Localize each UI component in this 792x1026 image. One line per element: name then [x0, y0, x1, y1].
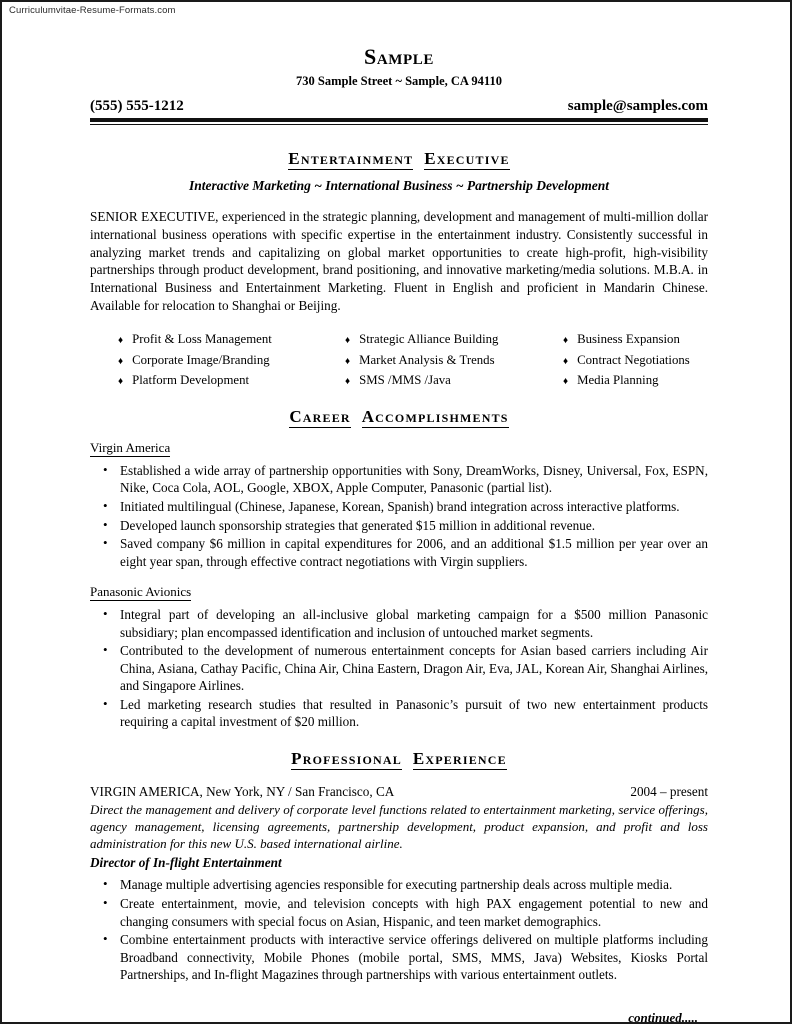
skill-item	[118, 371, 345, 389]
headline-word-1: Entertainment	[288, 149, 414, 169]
skill-item	[563, 371, 708, 389]
headline-tagline: Interactive Marketing ~ International Business ~ Partnership Development	[188, 178, 610, 194]
skill-label: Business Expansion	[577, 332, 680, 347]
skill-label: Media Planning	[577, 372, 659, 387]
email-address: sample@samples.com	[567, 98, 708, 115]
company-subheading: Panasonic Avionics	[90, 584, 192, 600]
experience-word-1: Professional	[291, 749, 402, 768]
experience-bullet-list	[90, 876, 708, 983]
skill-label: SMS /MMS /Java	[359, 372, 451, 387]
accomplishment-bullet-list	[90, 606, 708, 731]
skill-label: Strategic Alliance Building	[359, 332, 499, 347]
diamond-bullet-icon: ♦	[563, 355, 569, 367]
list-item: • Contributed to the development of numerous entertainment concepts for Asian based carriers including Air China, Asiana, Cathay Pacific, China Air, China Eastern, Dragon Air, Eva, JAL, Korean Air, Shanghai Airlines, and Singapore Airlines.	[90, 642, 708, 695]
section-heading-experience	[90, 749, 708, 769]
diamond-bullet-icon: ♦	[345, 355, 351, 367]
list-item: • Established a wide array of partnership opportunities with Sony, DreamWorks, Disney, Universal, Fox, ESPN, Nike, Coca Cola, AOL, Google, XBOX, Apple Computer, Panasonic (partial list).	[90, 462, 708, 497]
accomplishment-group	[90, 571, 708, 731]
skill-item	[345, 351, 563, 369]
diamond-bullet-icon: ♦	[345, 335, 351, 347]
list-item: • Initiated multilingual (Chinese, Japanese, Korean, Spanish) brand integration across interactive platforms.	[90, 498, 708, 516]
experience-header	[90, 784, 708, 800]
phone-number: (555) 555-1212	[90, 98, 184, 115]
skill-label: Contract Negotiations	[577, 352, 690, 367]
diamond-bullet-icon: ♦	[118, 335, 124, 347]
skill-item	[563, 351, 708, 369]
headline-title	[90, 149, 708, 169]
skill-item	[563, 330, 708, 348]
page-title: Sample	[364, 44, 434, 69]
address-line: 730 Sample Street ~ Sample, CA 94110	[296, 74, 502, 89]
list-item: • Manage multiple advertising agencies responsible for executing partnership deals across multiple media.	[90, 876, 708, 894]
contact-row	[90, 98, 708, 115]
experience-company: VIRGIN AMERICA, New York, NY / San Francisco, CA	[90, 784, 395, 799]
summary-paragraph: SENIOR EXECUTIVE, experienced in the strategic planning, development and management of multi-million dollar international business operations with specific expertise in the entertainment industry. Consistently successful in analyzing market trends and capitalizing on global market opportunities to create high-profit, high-visibility partnerships through product development, brand positioning, and innovative marketing/media solutions. M.B.A. in International Business and Entertainment Marketing. Fluent in English and proficient in Mandarin Chinese. Available for relocation to Shanghai or Beijing.	[90, 209, 708, 313]
resume-content	[90, 26, 708, 1026]
diamond-bullet-icon: ♦	[563, 335, 569, 347]
accomplishments-word-2: Accomplishments	[361, 406, 509, 426]
skill-label: Platform Development	[132, 372, 250, 387]
list-item: • Saved company $6 million in capital expenditures for 2006, and an additional $1.5 million per year over an eight year span, through effective contract negotiations with Virgin suppliers.	[90, 535, 708, 570]
experience-dates: 2004 – present	[630, 784, 708, 799]
skill-item	[345, 330, 563, 348]
list-item: • Developed launch sponsorship strategies that generated $15 million in additional revenue.	[90, 517, 708, 535]
skill-label: Corporate Image/Branding	[132, 352, 270, 367]
section-heading-accomplishments	[90, 407, 708, 427]
continued-note: continued.....	[628, 1009, 698, 1025]
experience-role-title: Director of In-flight Entertainment	[90, 855, 282, 871]
accomplishment-group	[90, 427, 708, 570]
experience-description: Direct the management and delivery of corporate level functions related to entertainment marketing, service offerings, agency management, licensing agreements, partnership development, product expansion, and profit and loss administration for this new U.S. based international airline.	[90, 802, 708, 852]
header-divider	[90, 118, 708, 125]
experience-word-2: Experience	[412, 749, 507, 768]
skill-item	[118, 351, 345, 369]
skill-item	[118, 330, 345, 348]
list-item: • Create entertainment, movie, and television concepts with high PAX engagement potential to new and changing consumers with special focus on Asian, Hispanic, and teen market demographics.	[90, 895, 708, 930]
company-subheading: Virgin America	[90, 439, 171, 455]
diamond-bullet-icon: ♦	[118, 355, 124, 367]
watermark-text: Curriculumvitae-Resume-Formats.com	[9, 5, 176, 16]
list-item: • Integral part of developing an all-inclusive global marketing campaign for a $500 million Panasonic subsidiary; plan encompassed identification and inclusion of untouched market segments.	[90, 606, 708, 641]
accomplishments-word-1: Career	[289, 406, 351, 426]
skill-item	[345, 371, 563, 389]
headline-word-2: Executive	[424, 149, 510, 169]
diamond-bullet-icon: ♦	[563, 375, 569, 387]
accomplishment-bullet-list	[90, 462, 708, 570]
diamond-bullet-icon: ♦	[345, 375, 351, 387]
diamond-bullet-icon: ♦	[118, 375, 124, 387]
list-item: • Combine entertainment products with interactive service offerings delivered on multiple platforms including Broadband connectivity, Mobile Phones (mobile portal, SMS, MMS, Java) Websites, Kiosks Portal Partnerships, and In-flight Magazines through partnerships with various entertainment outlets.	[90, 931, 708, 984]
skill-label: Profit & Loss Management	[132, 332, 272, 347]
core-competencies-grid	[90, 330, 708, 388]
skill-label: Market Analysis & Trends	[359, 352, 495, 367]
experience-entry	[90, 784, 708, 984]
list-item: • Led marketing research studies that resulted in Panasonic’s pursuit of two new entertainment products requiring a capital investment of $20 million.	[90, 696, 708, 731]
